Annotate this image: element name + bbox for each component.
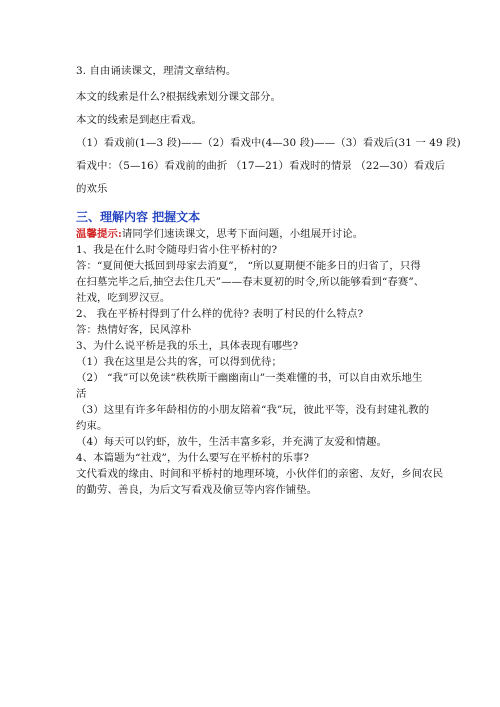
answer-3-item-2-line-2: 活 <box>76 388 87 400</box>
answer-3-item-3-line-1: （3）这里有许多年龄相仿的小朋友陪着“我”玩，彼此平等，没有封建礼教的 <box>76 404 430 416</box>
answer-1-line-3: 社戏，吃到罗汉豆。 <box>76 292 171 304</box>
question-2: 2、 我在平桥村得到了什么样的优待? 表明了村民的什么特点? <box>76 308 364 320</box>
tip-text: 请同学们速读课文，思考下面问题，小组展开讨论。 <box>121 228 364 240</box>
answer-1-line-1: 答：“夏间便大抵回到母家去消夏”， “所以夏期便不能多日的归省了，只得 <box>76 260 421 272</box>
during-play-line-2: 的欢乐 <box>76 183 108 195</box>
during-play-line-1: 看戏中：（5—16）看戏前的曲折 （17—21）看戏时的情景 （22—30）看戏后 <box>76 160 446 172</box>
answer-4-line-2: 的勤劳、善良，为后文写看戏及偷豆等内容作铺垫。 <box>76 484 318 496</box>
answer-3-item-3-line-2: 约束。 <box>76 420 108 432</box>
answer-3-item-4: （4）每天可以钓虾，放牛，生活丰富多彩，并充满了友爱和情趣。 <box>76 436 387 448</box>
tip-line <box>76 227 363 241</box>
answer-2: 答：热情好客，民风淳朴 <box>76 324 192 336</box>
question-3: 3、为什么说平桥是我的乐土，具体表现有哪些? <box>76 340 299 352</box>
item-3-text: 3. 自由诵读课文，理清文章结构。 <box>76 65 237 77</box>
answer-3-item-2-line-1: （2） “我”可以免读“秩秩斯干幽幽南山”一类难懂的书，可以自由欢乐地生 <box>76 372 423 384</box>
answer-3-item-1: （1）我在这里是公共的客，可以得到优待； <box>76 356 283 368</box>
section-3-heading: 三、理解内容 把握文本 <box>76 210 201 224</box>
answer-4-line-1: 文代看戏的缘由、时间和平桥村的地理环境，小伙伴们的亲密、友好，乡间农民 <box>76 468 444 480</box>
tip-label: 温馨提示: <box>76 228 122 240</box>
parts-division: （1）看戏前(1—3 段)——（2）看戏中(4—30 段)——（3）看戏后(31 一 49 段) <box>76 137 461 149</box>
clue-answer: 本文的线索是到赵庄看戏。 <box>76 114 202 126</box>
question-4: 4、本篇题为“社戏”，为什么要写在平桥村的乐事? <box>76 452 310 464</box>
question-1: 1、我是在什么时令随母归省小住平桥村的? <box>76 244 278 256</box>
answer-1-line-2: 在扫墓完毕之后,抽空去住几天”——春末夏初的时令,所以能够看到“春赛”、 <box>76 276 425 288</box>
clue-question: 本文的线索是什么?根据线索划分课文部分。 <box>76 91 281 103</box>
